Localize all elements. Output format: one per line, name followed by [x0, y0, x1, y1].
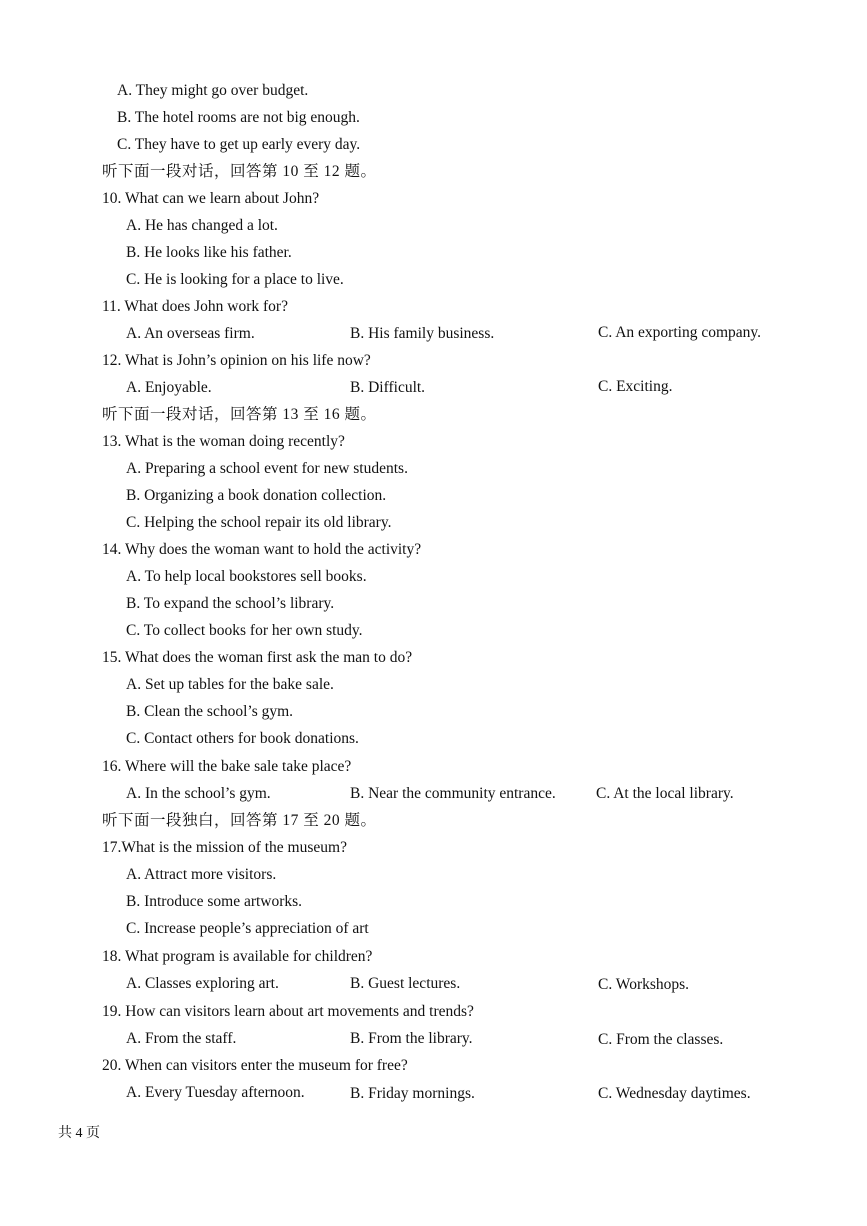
question-18-stem: 18. What program is available for children? — [102, 948, 373, 965]
option-c: C. They have to get up early every day. — [117, 136, 361, 153]
question-20-option-c: C. Wednesday daytimes. — [598, 1085, 751, 1102]
question-11-option-c: C. An exporting company. — [598, 324, 762, 341]
section-instruction-10-12: 听下面一段对话，回答第 10 至 12 题。 — [102, 163, 377, 180]
question-12-option-b: B. Difficult. — [350, 379, 426, 396]
question-13-option-a: A. Preparing a school event for new students. — [126, 460, 408, 477]
option-b: B. The hotel rooms are not big enough. — [117, 109, 360, 126]
page-count-footer: 共 4 页 — [58, 1126, 100, 1141]
question-12-option-a: A. Enjoyable. — [126, 379, 212, 396]
question-20-option-b: B. Friday mornings. — [350, 1085, 475, 1102]
question-15-option-a: A. Set up tables for the bake sale. — [126, 676, 334, 693]
section-instruction-13-16: 听下面一段对话，回答第 13 至 16 题。 — [102, 406, 377, 423]
question-18-option-a: A. Classes exploring art. — [126, 975, 279, 992]
question-14-option-a: A. To help local bookstores sell books. — [126, 568, 367, 585]
question-19-option-a: A. From the staff. — [126, 1030, 237, 1047]
question-14-stem: 14. Why does the woman want to hold the activity? — [102, 541, 422, 558]
question-13-option-c: C. Helping the school repair its old library. — [126, 514, 392, 531]
question-10-stem: 10. What can we learn about John? — [102, 190, 320, 207]
question-17-option-a: A. Attract more visitors. — [126, 866, 277, 883]
question-11-option-b: B. His family business. — [350, 325, 495, 342]
question-17-stem: 17.What is the mission of the museum? — [102, 839, 347, 856]
question-10-option-b: B. He looks like his father. — [126, 244, 292, 261]
question-10-option-a: A. He has changed a lot. — [126, 217, 278, 234]
question-20-option-a: A. Every Tuesday afternoon. — [126, 1084, 305, 1101]
question-17-option-c: C. Increase people’s appreciation of art — [126, 920, 369, 937]
question-18-option-b: B. Guest lectures. — [350, 975, 461, 992]
question-16-option-a: A. In the school’s gym. — [126, 785, 271, 802]
option-a: A. They might go over budget. — [117, 82, 309, 99]
question-16-option-c: C. At the local library. — [596, 785, 734, 802]
question-13-stem: 13. What is the woman doing recently? — [102, 433, 345, 450]
question-19-option-b: B. From the library. — [350, 1030, 473, 1047]
question-12-option-c: C. Exciting. — [598, 378, 673, 395]
question-19-stem: 19. How can visitors learn about art movements and trends? — [102, 1003, 474, 1020]
question-16-stem: 16. Where will the bake sale take place? — [102, 758, 352, 775]
question-17-option-b: B. Introduce some artworks. — [126, 893, 303, 910]
question-13-option-b: B. Organizing a book donation collection. — [126, 487, 387, 504]
question-11-stem: 11. What does John work for? — [102, 298, 288, 315]
question-18-option-c: C. Workshops. — [598, 976, 690, 993]
question-15-stem: 15. What does the woman first ask the man to do? — [102, 649, 413, 666]
question-20-stem: 20. When can visitors enter the museum for free? — [102, 1057, 408, 1074]
question-14-option-c: C. To collect books for her own study. — [126, 622, 363, 639]
section-instruction-17-20: 听下面一段独白，回答第 17 至 20 题。 — [102, 812, 377, 829]
question-11-option-a: A. An overseas firm. — [126, 325, 255, 342]
question-12-stem: 12. What is John’s opinion on his life now? — [102, 352, 371, 369]
question-15-option-c: C. Contact others for book donations. — [126, 730, 359, 747]
question-15-option-b: B. Clean the school’s gym. — [126, 703, 294, 720]
question-19-option-c: C. From the classes. — [598, 1031, 724, 1048]
question-10-option-c: C. He is looking for a place to live. — [126, 271, 344, 288]
question-16-option-b: B. Near the community entrance. — [350, 785, 556, 802]
question-14-option-b: B. To expand the school’s library. — [126, 595, 335, 612]
